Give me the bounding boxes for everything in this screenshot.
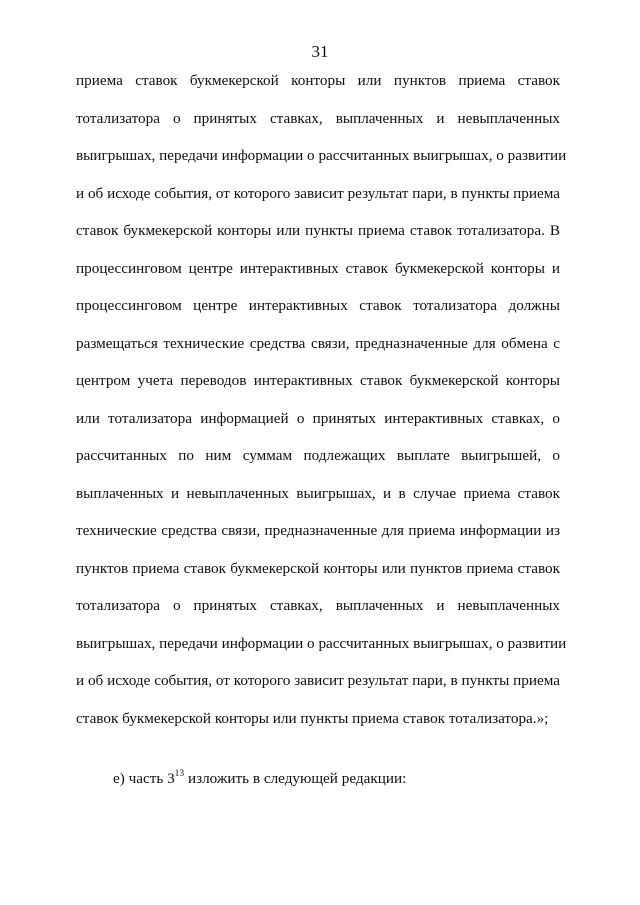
text-line: центром учета переводов интерактивных ставок букмекерской конторы bbox=[76, 372, 560, 389]
text-line: и об исходе события, от которого зависит результат пари, в пункты приема bbox=[76, 672, 560, 689]
item-prefix: е) часть 3 bbox=[113, 770, 175, 787]
text-line: ставок букмекерской конторы или пункты приема ставок тотализатора. В bbox=[76, 222, 560, 239]
text-line: пунктов приема ставок букмекерской конторы или пунктов приема ставок bbox=[76, 559, 560, 577]
text-line: приема ставок букмекерской конторы или пунктов приема ставок bbox=[76, 72, 560, 89]
text-line: и об исходе события, от которого зависит результат пари, в пункты приема bbox=[76, 184, 560, 202]
text-line: выигрышах, передачи информации о рассчитанных выигрышах, о развитии bbox=[76, 147, 567, 164]
text-line: технические средства связи, предназначенные для приема информации из bbox=[76, 522, 560, 539]
item-superscript: 13 bbox=[174, 769, 185, 779]
text-line: тотализатора о принятых ставках, выплаченных и невыплаченных bbox=[76, 109, 560, 127]
text-line: процессинговом центре интерактивных ставок букмекерской конторы и bbox=[76, 259, 560, 277]
amendment-item bbox=[113, 756, 406, 798]
text-line: рассчитанных по ним суммам подлежащих выплате выигрышей, о bbox=[76, 447, 560, 464]
body-paragraph bbox=[76, 62, 567, 737]
text-line: выигрышах, передачи информации о рассчитанных выигрышах, о развитии bbox=[76, 634, 567, 652]
text-line: процессинговом центре интерактивных ставок тотализатора должны bbox=[76, 297, 560, 314]
text-line: ставок букмекерской конторы или пункты приема ставок тотализатора.»; bbox=[76, 709, 549, 727]
page-number: 31 bbox=[311, 42, 329, 61]
text-line: тотализатора о принятых ставках, выплаченных и невыплаченных bbox=[76, 597, 560, 614]
text-line: или тотализатора информацией о принятых интерактивных ставках, о bbox=[76, 409, 560, 427]
item-suffix: изложить в следующей редакции: bbox=[184, 770, 407, 787]
text-line: размещаться технические средства связи, предназначенные для обмена с bbox=[76, 334, 560, 352]
text-line: выплаченных и невыплаченных выигрышах, и в случае приема ставок bbox=[76, 484, 560, 502]
